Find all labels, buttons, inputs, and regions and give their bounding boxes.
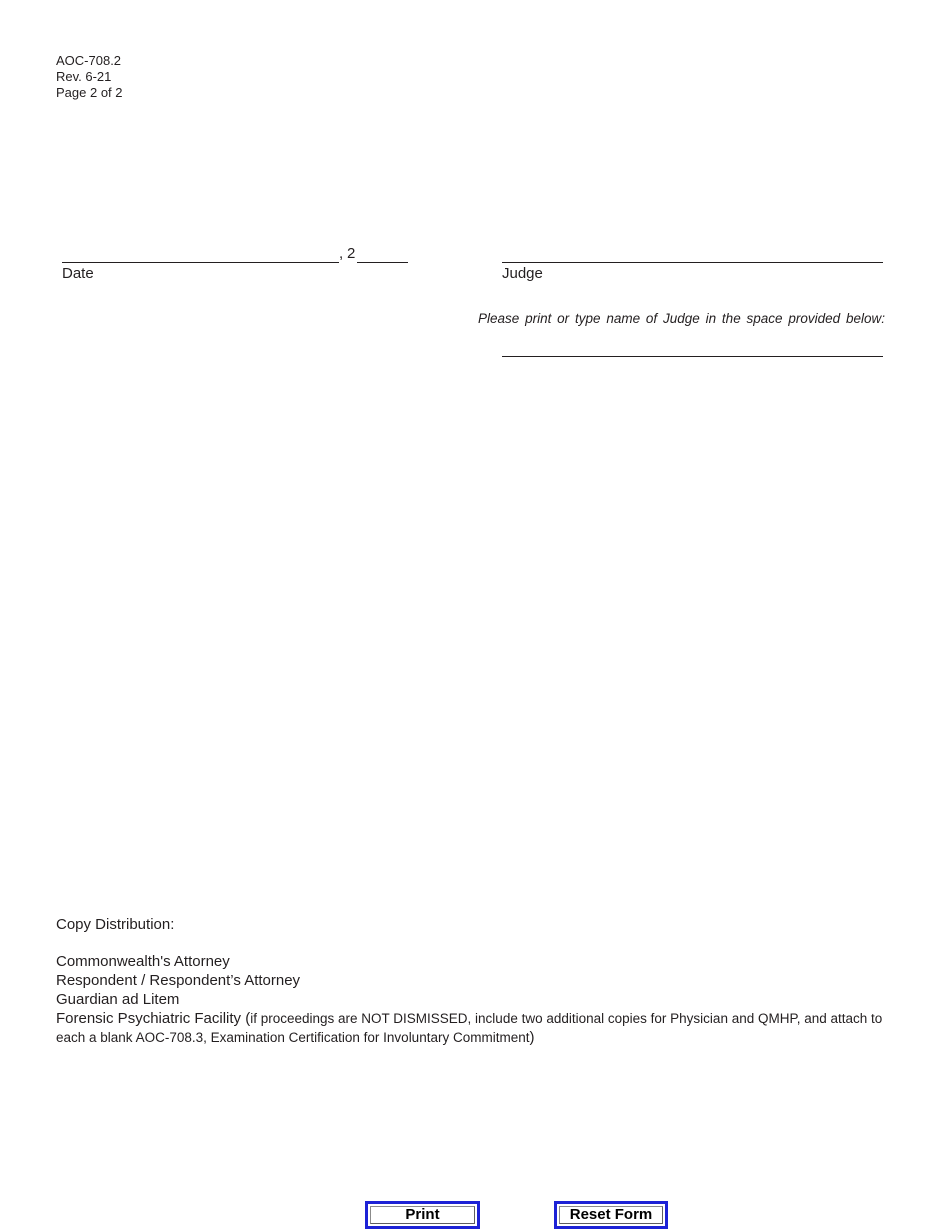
distribution-item-facility: Forensic Psychiatric Facility (if proceedings are NOT DISMISSED, include two additional copies for Physician and QMHP, and attach to each a blank AOC-708.3, Examination Certification for Involuntary Commitment) xyxy=(56,1010,883,1046)
date-label: Date xyxy=(62,265,94,282)
reset-form-button[interactable] xyxy=(554,1201,668,1229)
reset-form-button-label[interactable]: Reset Form xyxy=(559,1206,663,1224)
judge-signature-field[interactable] xyxy=(502,244,883,263)
page-indicator: Page 2 of 2 xyxy=(56,85,123,100)
print-button-label[interactable]: Print xyxy=(370,1206,475,1224)
year-field[interactable] xyxy=(357,244,408,263)
print-button[interactable] xyxy=(365,1201,480,1229)
form-header xyxy=(56,53,123,101)
form-number: AOC-708.2 xyxy=(56,53,122,68)
form-revision: Rev. 6-21 xyxy=(56,69,112,84)
date-field[interactable] xyxy=(62,244,339,263)
date-comma: , xyxy=(339,245,344,262)
copy-distribution-heading: Copy Distribution: xyxy=(56,916,175,933)
distribution-item: Commonwealth's Attorney xyxy=(56,953,230,970)
year-prefix: 2 xyxy=(347,245,356,262)
distribution-item: Guardian ad Litem xyxy=(56,991,180,1008)
judge-name-instructions: Please print or type name of Judge in the space provided below: xyxy=(478,311,885,326)
judge-name-field[interactable] xyxy=(502,340,883,357)
judge-signature-block xyxy=(502,244,883,284)
judge-label: Judge xyxy=(502,265,543,282)
distribution-item: Respondent / Respondent’s Attorney xyxy=(56,972,301,989)
copy-distribution xyxy=(56,915,901,1047)
facility-note: if proceedings are NOT DISMISSED, include two additional copies for Physician and QMHP, and attach to each a blank AOC-708.3, Examination Certification for Involuntary Commitment xyxy=(56,1011,883,1045)
facility-label: Forensic Psychiatric Facility xyxy=(56,1010,242,1027)
date-signature-block xyxy=(62,244,422,284)
